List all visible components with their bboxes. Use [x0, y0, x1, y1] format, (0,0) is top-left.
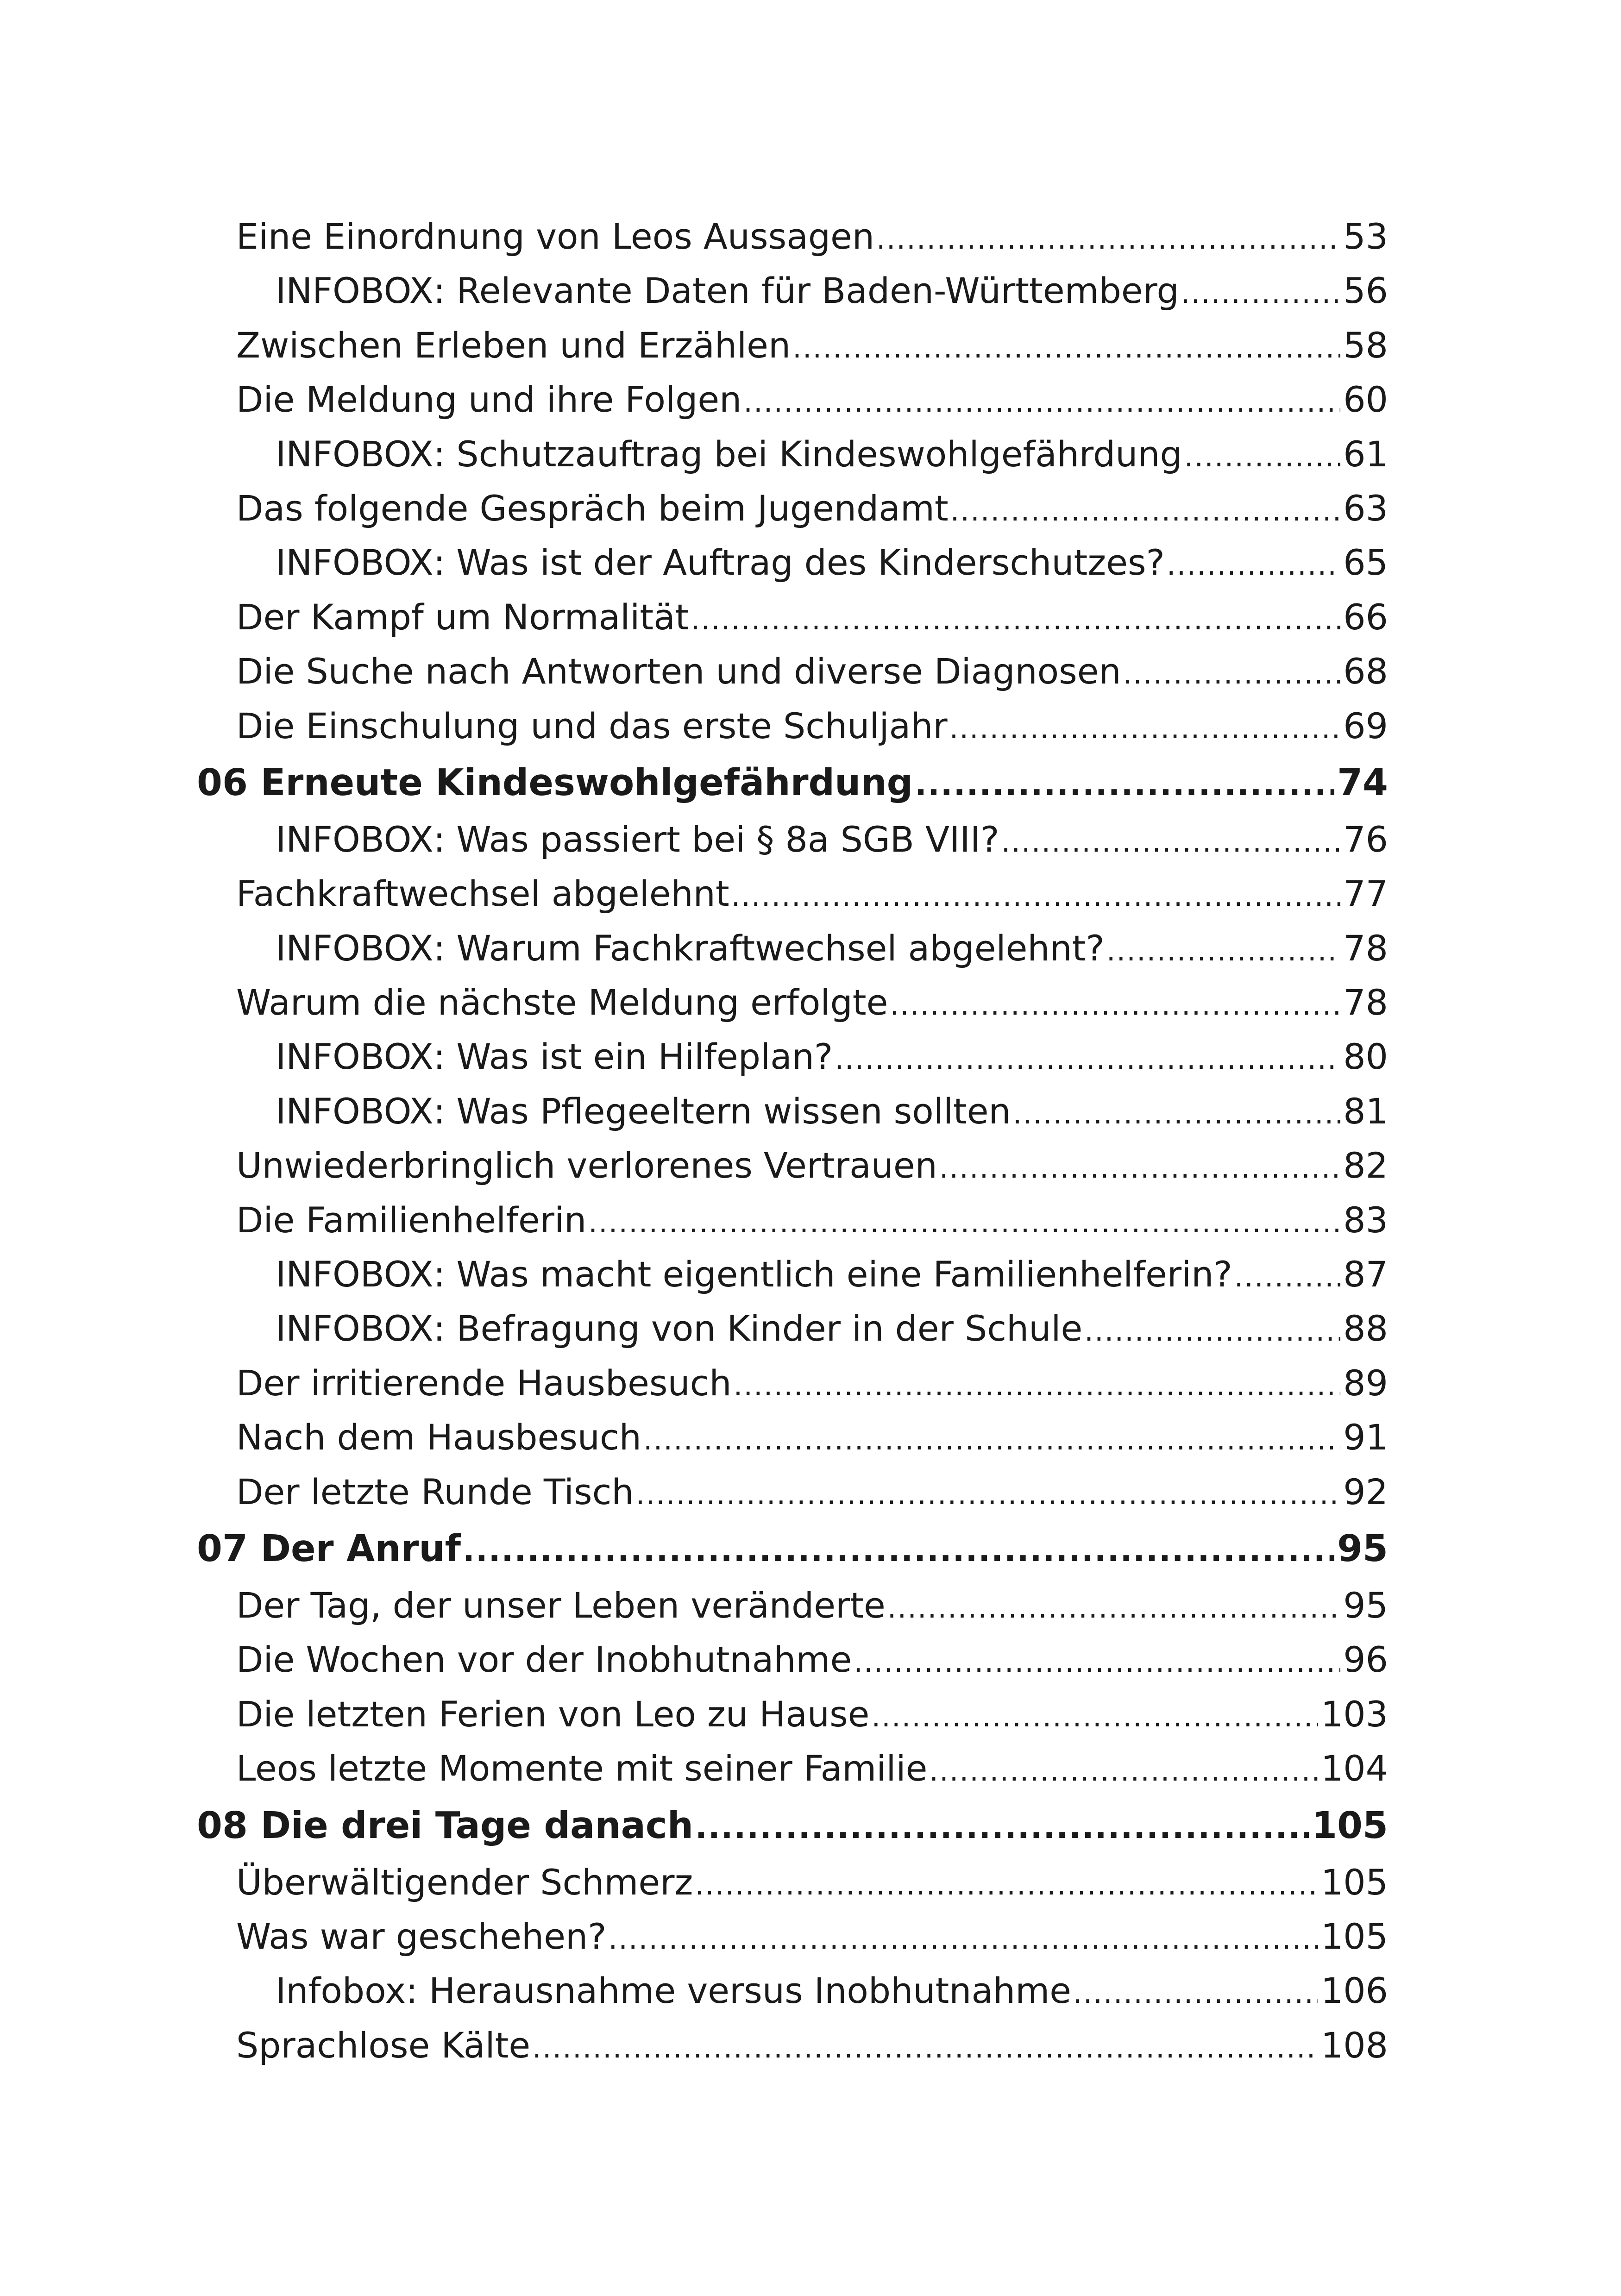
toc-entry-page-number: 95: [1337, 1527, 1388, 1570]
toc-entry-page-number: 96: [1343, 1639, 1388, 1681]
toc-section-entry[interactable]: [197, 1138, 1388, 1192]
toc-section-entry[interactable]: [197, 1855, 1388, 1909]
toc-entry-title: Warum die nächste Meldung erfolgte: [236, 982, 888, 1023]
toc-infobox-entry[interactable]: [197, 1084, 1388, 1138]
toc-entry-page-number: 58: [1343, 324, 1388, 366]
toc-entry-page-number: 104: [1320, 1748, 1388, 1789]
toc-section-entry[interactable]: [197, 1465, 1388, 1519]
toc-entry-title: INFOBOX: Was ist der Auftrag des Kinderschutzes?: [276, 542, 1165, 583]
toc-chapter-entry[interactable]: [197, 1519, 1388, 1578]
toc-entry-page-number: 76: [1343, 818, 1388, 860]
toc-entry-title: Unwiederbringlich verlorenes Vertrauen: [236, 1145, 937, 1186]
dot-leader: [1167, 538, 1340, 590]
toc-entry-page-number: 92: [1343, 1471, 1388, 1512]
dot-leader: [871, 1689, 1318, 1741]
toc-section-entry[interactable]: [197, 1410, 1388, 1464]
toc-entry-page-number: 91: [1343, 1417, 1388, 1458]
toc-entry-page-number: 87: [1343, 1254, 1388, 1295]
toc-entry-title: INFOBOX: Was Pflegeeltern wissen sollten: [276, 1090, 1011, 1132]
toc-entry-page-number: 106: [1320, 1970, 1388, 2012]
toc-entry-title: Eine Einordnung von Leos Aussagen: [236, 216, 874, 257]
toc-infobox-entry[interactable]: [197, 1247, 1388, 1301]
dot-leader: [890, 978, 1340, 1029]
toc-infobox-entry[interactable]: [197, 812, 1388, 866]
dot-leader: [608, 1912, 1318, 1964]
toc-entry-page-number: 53: [1343, 216, 1388, 257]
toc-infobox-entry[interactable]: [197, 263, 1388, 318]
toc-section-entry[interactable]: [197, 318, 1388, 372]
toc-section-entry[interactable]: [197, 975, 1388, 1029]
toc-section-entry[interactable]: [197, 866, 1388, 921]
toc-entry-title: Die Meldung und ihre Folgen: [236, 379, 742, 420]
toc-entry-title: Der Kampf um Normalität: [236, 596, 689, 638]
toc-entry-title: INFOBOX: Befragung von Kinder in der Schule: [276, 1308, 1083, 1349]
toc-entry-title: INFOBOX: Was ist ein Hilfeplan?: [276, 1036, 833, 1078]
toc-entry-page-number: 82: [1343, 1145, 1388, 1186]
toc-entry-page-number: 89: [1343, 1362, 1388, 1404]
dot-leader: [1084, 1304, 1340, 1355]
toc-entry-page-number: 78: [1343, 982, 1388, 1023]
toc-entry-page-number: 88: [1343, 1308, 1388, 1349]
toc-entry-page-number: 66: [1343, 596, 1388, 638]
toc-entry-page-number: 95: [1343, 1584, 1388, 1626]
dot-leader: [1181, 266, 1341, 318]
dot-leader: [949, 701, 1341, 753]
toc-section-entry[interactable]: [197, 209, 1388, 263]
dot-leader: [929, 1744, 1318, 1795]
toc-infobox-entry[interactable]: [197, 1029, 1388, 1084]
toc-entry-page-number: 83: [1343, 1199, 1388, 1241]
dot-leader: [731, 869, 1341, 921]
dot-leader: [636, 1467, 1341, 1519]
toc-entry-page-number: 105: [1312, 1804, 1388, 1847]
toc-section-entry[interactable]: [197, 644, 1388, 698]
toc-entry-page-number: 61: [1343, 433, 1388, 475]
dot-leader: [950, 483, 1341, 535]
toc-entry-title: INFOBOX: Relevante Daten für Baden-Württemberg: [276, 270, 1179, 312]
toc-section-entry[interactable]: [197, 1578, 1388, 1632]
toc-entry-page-number: 81: [1343, 1090, 1388, 1132]
dot-leader: [939, 1141, 1340, 1192]
toc-entry-page-number: 63: [1343, 487, 1388, 529]
toc-entry-page-number: 56: [1343, 270, 1388, 312]
toc-infobox-entry[interactable]: [197, 535, 1388, 590]
dot-leader: [1234, 1249, 1341, 1301]
dot-leader: [1184, 429, 1341, 481]
toc-entry-page-number: 105: [1320, 1861, 1388, 1903]
toc-section-entry[interactable]: [197, 1356, 1388, 1410]
toc-entry-title: INFOBOX: Was passiert bei § 8a SGB VIII?: [276, 818, 999, 860]
dot-leader: [1123, 646, 1341, 698]
toc-section-entry[interactable]: [197, 1193, 1388, 1247]
toc-entry-page-number: 80: [1343, 1036, 1388, 1078]
dot-leader: [1073, 1966, 1318, 2018]
dot-leader: [887, 1581, 1341, 1632]
toc-entry-title: Die letzten Ferien von Leo zu Hause: [236, 1693, 870, 1735]
dot-leader: [734, 1358, 1341, 1410]
toc-entry-title: Das folgende Gespräch beim Jugendamt: [236, 487, 949, 529]
dot-leader: [915, 755, 1334, 812]
toc-entry-title: Was war geschehen?: [236, 1915, 607, 1957]
toc-entry-title: Die Suche nach Antworten und diverse Diagnosen: [236, 651, 1121, 692]
toc-entry-page-number: 69: [1343, 705, 1388, 747]
toc-entry-title: Die Familienhelferin: [236, 1199, 587, 1241]
dot-leader: [588, 1195, 1340, 1247]
toc-section-entry[interactable]: [197, 1909, 1388, 1964]
dot-leader: [463, 1521, 1334, 1578]
dot-leader: [1106, 923, 1340, 975]
toc-entry-title: Fachkraftwechsel abgelehnt: [236, 873, 729, 915]
toc-entry-title: 07 Der Anruf: [197, 1527, 461, 1570]
toc-entry-title: INFOBOX: Was macht eigentlich eine Familienhelferin?: [276, 1254, 1232, 1295]
toc-entry-title: Sprachlose Kälte: [236, 2024, 531, 2066]
toc-entry-title: Die Wochen vor der Inobhutnahme: [236, 1639, 852, 1681]
toc-entry-title: Nach dem Hausbesuch: [236, 1417, 641, 1458]
dot-leader: [743, 375, 1340, 427]
toc-entry-page-number: 60: [1343, 379, 1388, 420]
toc-infobox-entry[interactable]: [197, 1301, 1388, 1355]
toc-infobox-entry[interactable]: [197, 427, 1388, 481]
toc-entry-title: INFOBOX: Warum Fachkraftwechsel abgelehnt?: [276, 927, 1105, 969]
toc-entry-title: Überwältigender Schmerz: [236, 1861, 693, 1903]
dot-leader: [792, 320, 1340, 372]
toc-infobox-entry[interactable]: [197, 1964, 1388, 2018]
toc-section-entry[interactable]: [197, 699, 1388, 753]
toc-chapter-entry[interactable]: [197, 753, 1388, 812]
toc-section-entry[interactable]: [197, 2018, 1388, 2072]
toc-entry-page-number: 105: [1320, 1915, 1388, 1957]
toc-chapter-entry[interactable]: [197, 1796, 1388, 1855]
toc-section-entry[interactable]: [197, 1741, 1388, 1795]
toc-section-entry[interactable]: [197, 1687, 1388, 1741]
dot-leader: [691, 592, 1341, 644]
toc-entry-title: 08 Die drei Tage danach: [197, 1804, 693, 1847]
toc-entry-title: INFOBOX: Schutzauftrag bei Kindeswohlgefährdung: [276, 433, 1182, 475]
dot-leader: [532, 2020, 1318, 2072]
dot-leader: [1013, 1086, 1341, 1138]
toc-entry-page-number: 65: [1343, 542, 1388, 583]
toc-section-entry[interactable]: [197, 372, 1388, 427]
toc-entry-title: Leos letzte Momente mit seiner Familie: [236, 1748, 928, 1789]
dot-leader: [643, 1412, 1340, 1464]
dot-leader: [1001, 815, 1341, 866]
toc-entry-title: Die Einschulung und das erste Schuljahr: [236, 705, 948, 747]
toc-entry-page-number: 78: [1343, 927, 1388, 969]
dot-leader: [695, 1798, 1309, 1855]
dot-leader: [835, 1032, 1340, 1084]
toc-entry-page-number: 77: [1343, 873, 1388, 915]
dot-leader: [695, 1857, 1318, 1909]
toc-section-entry[interactable]: [197, 590, 1388, 644]
toc-entry-page-number: 108: [1320, 2024, 1388, 2066]
toc-infobox-entry[interactable]: [197, 921, 1388, 975]
table-of-contents: [197, 209, 1388, 2072]
toc-section-entry[interactable]: [197, 1632, 1388, 1687]
toc-entry-title: Der letzte Runde Tisch: [236, 1471, 634, 1512]
toc-entry-title: Der irritierende Hausbesuch: [236, 1362, 732, 1404]
toc-entry-title: 06 Erneute Kindeswohlgefährdung: [197, 761, 913, 804]
toc-entry-page-number: 103: [1320, 1693, 1388, 1735]
dot-leader: [854, 1635, 1340, 1687]
dot-leader: [876, 212, 1340, 263]
toc-section-entry[interactable]: [197, 481, 1388, 535]
toc-entry-page-number: 74: [1337, 761, 1388, 804]
toc-entry-title: Der Tag, der unser Leben veränderte: [236, 1584, 886, 1626]
toc-entry-title: Infobox: Herausnahme versus Inobhutnahme: [276, 1970, 1071, 2012]
toc-entry-page-number: 68: [1343, 651, 1388, 692]
toc-entry-title: Zwischen Erleben und Erzählen: [236, 324, 791, 366]
